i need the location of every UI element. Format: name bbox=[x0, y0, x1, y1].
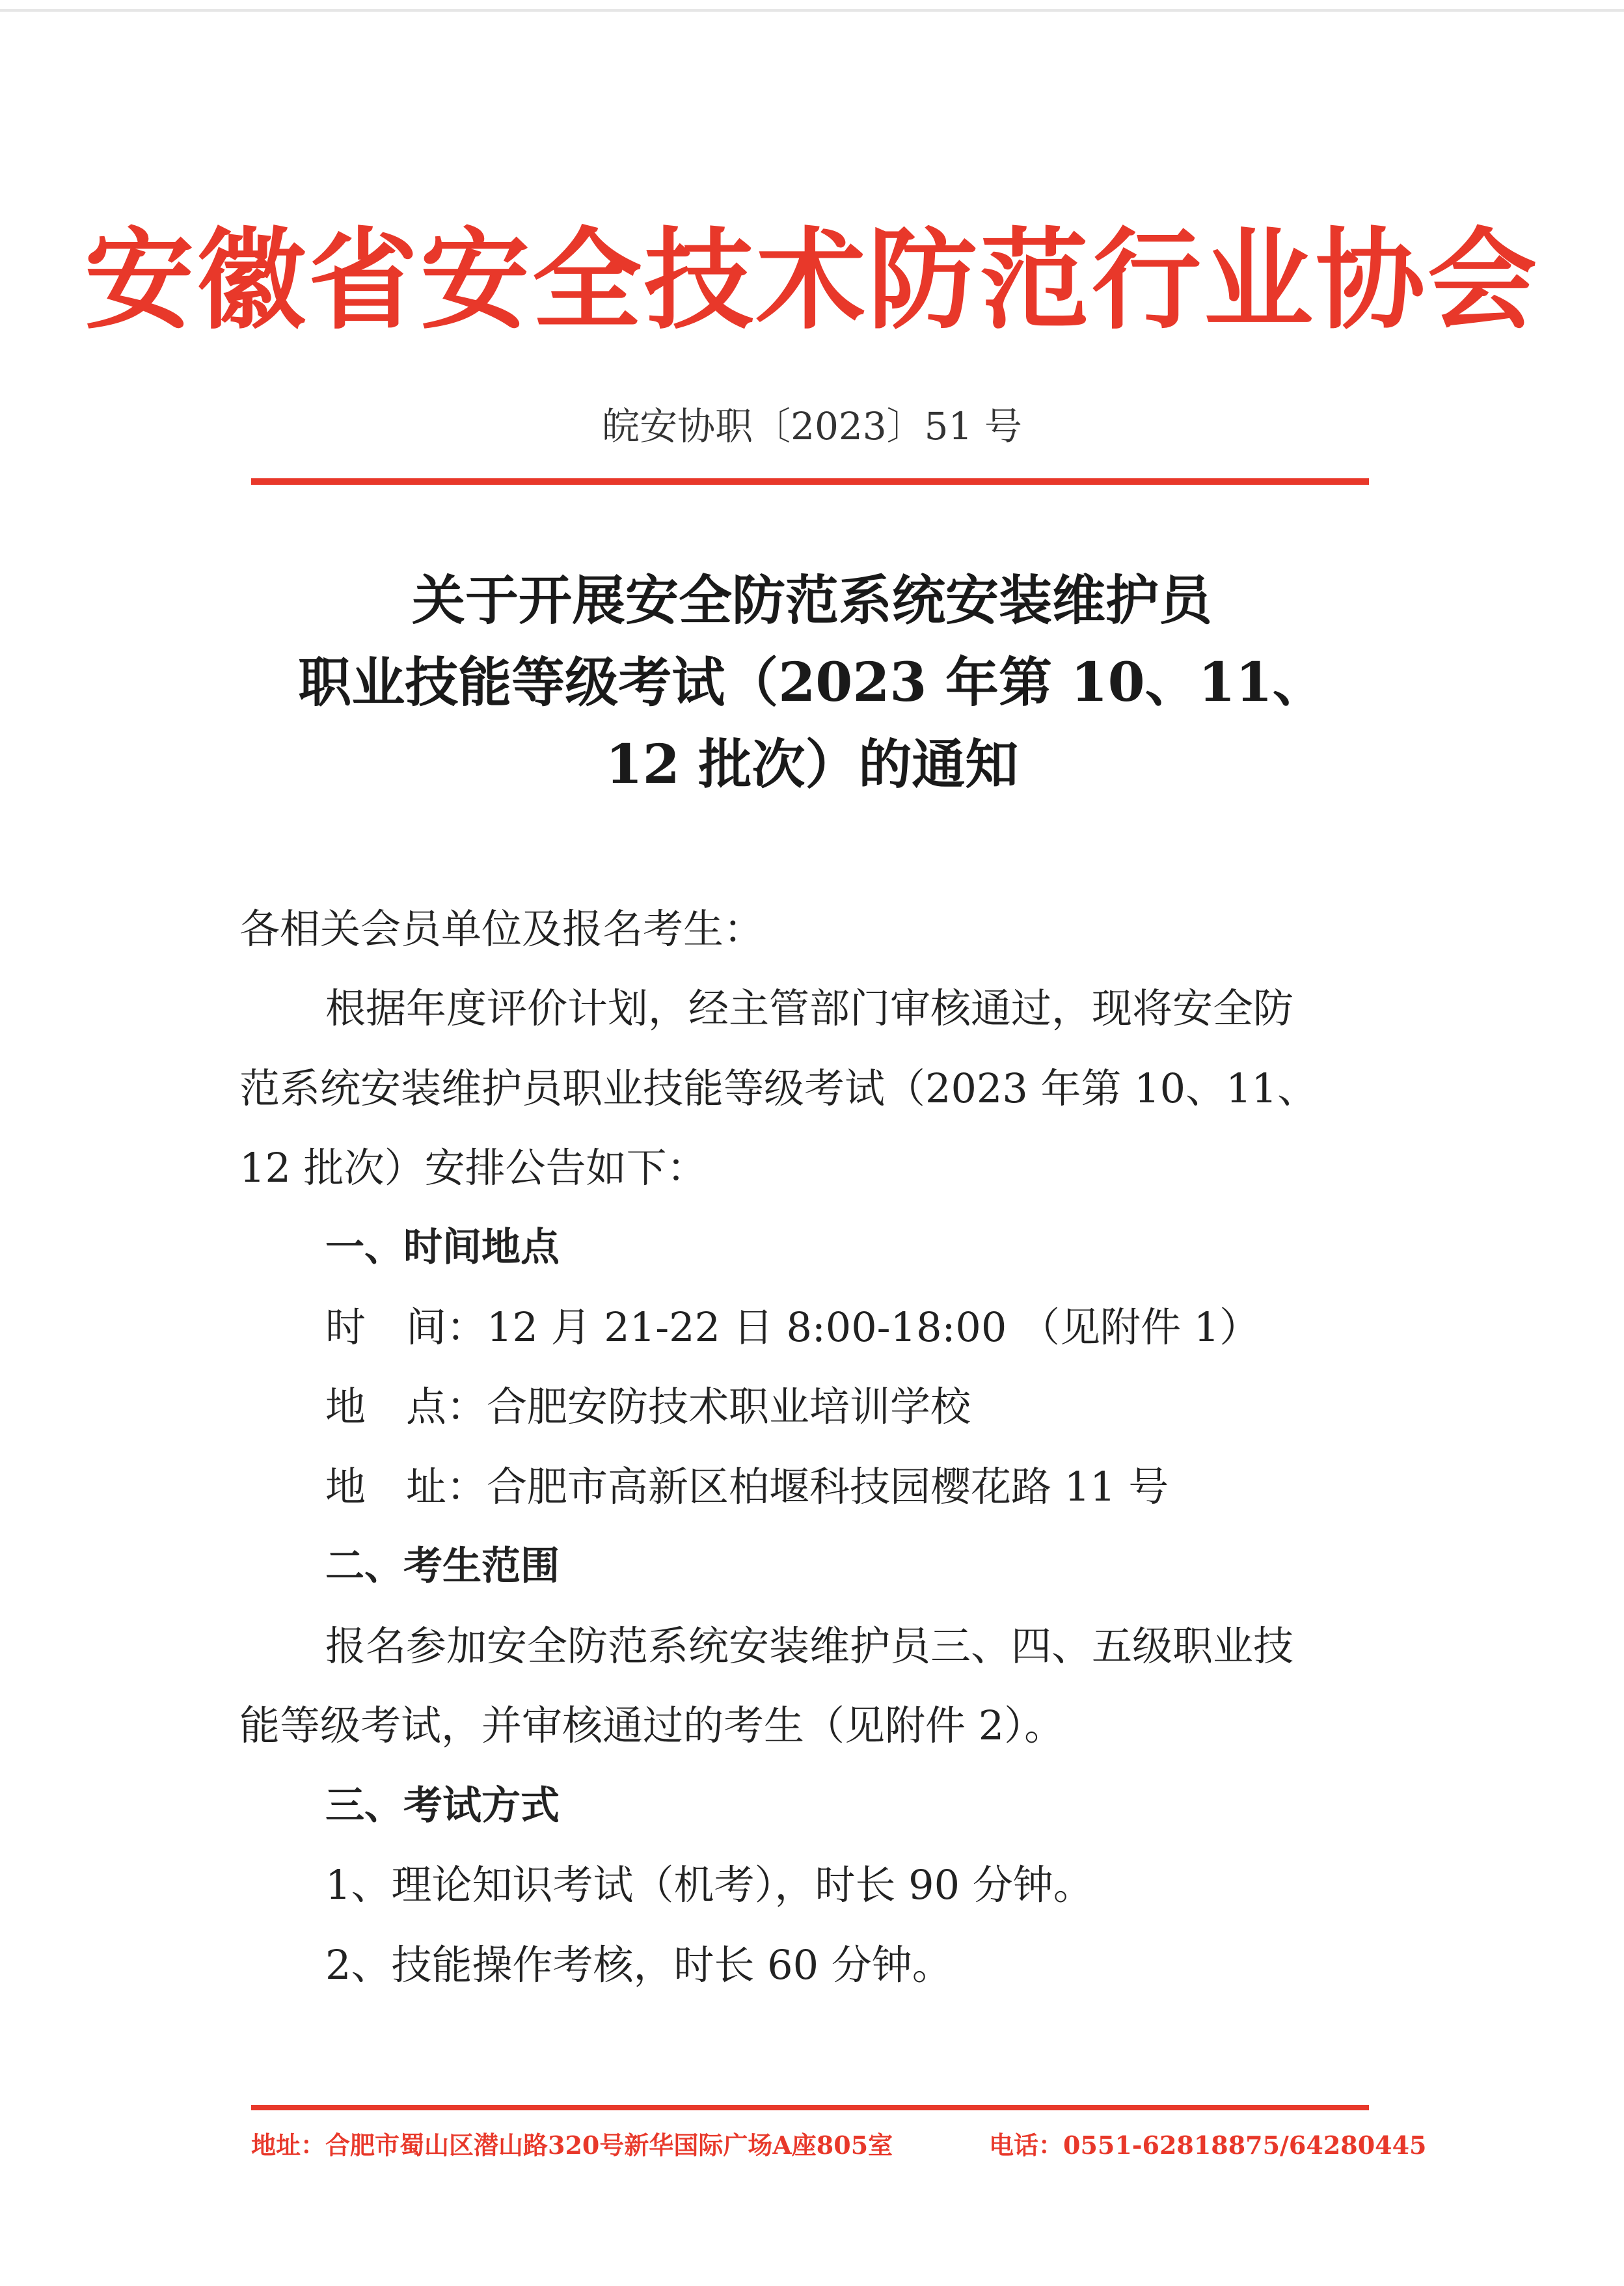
footer-phone: 电话：0551-62818875/64280445 bbox=[989, 2130, 1427, 2160]
footer-divider bbox=[251, 2105, 1369, 2110]
exam-method-theory: 1、理论知识考试（机考），时长 90 分钟。 bbox=[325, 1861, 1094, 1909]
organization-title: 安徽省安全技术防范行业协会 bbox=[85, 215, 1539, 344]
exam-time: 时 间：12 月 21-22 日 8:00-18:00 （见附件 1） bbox=[325, 1303, 1260, 1351]
header-divider bbox=[251, 478, 1369, 485]
title-line-3: 12 批次）的通知 bbox=[605, 733, 1019, 796]
exam-place: 地 点：合肥安防技术职业培训学校 bbox=[325, 1383, 971, 1430]
exam-method-skill: 2、技能操作考核，时长 60 分钟。 bbox=[325, 1941, 953, 1989]
intro-line-3: 12 批次）安排公告如下： bbox=[239, 1144, 707, 1191]
document-number: 皖安协职〔2023〕51 号 bbox=[602, 404, 1022, 448]
section-2-heading: 二、考生范围 bbox=[325, 1544, 560, 1589]
title-line-1: 关于开展安全防范系统安装维护员 bbox=[411, 569, 1212, 632]
exam-address: 地 址：合肥市高新区柏堰科技园樱花路 11 号 bbox=[325, 1463, 1169, 1510]
section-1-heading: 一、时间地点 bbox=[325, 1225, 560, 1270]
title-line-2: 职业技能等级考试（2023 年第 10、11、 bbox=[298, 651, 1326, 714]
salutation: 各相关会员单位及报名考生： bbox=[239, 905, 765, 953]
section-2-line-1: 报名参加安全防范系统安装维护员三、四、五级职业技 bbox=[325, 1622, 1294, 1670]
intro-line-1: 根据年度评价计划，经主管部门审核通过，现将安全防 bbox=[325, 985, 1294, 1032]
footer-address: 地址：合肥市蜀山区潜山路320号新华国际广场A座805室 bbox=[251, 2130, 893, 2160]
document-title bbox=[0, 560, 1624, 806]
intro-line-2: 范系统安装维护员职业技能等级考试（2023 年第 10、11、 bbox=[239, 1065, 1318, 1112]
section-3-heading: 三、考试方式 bbox=[325, 1783, 560, 1829]
section-2-line-2: 能等级考试，并审核通过的考生（见附件 2）。 bbox=[239, 1702, 1065, 1749]
scan-edge-line bbox=[0, 9, 1624, 12]
